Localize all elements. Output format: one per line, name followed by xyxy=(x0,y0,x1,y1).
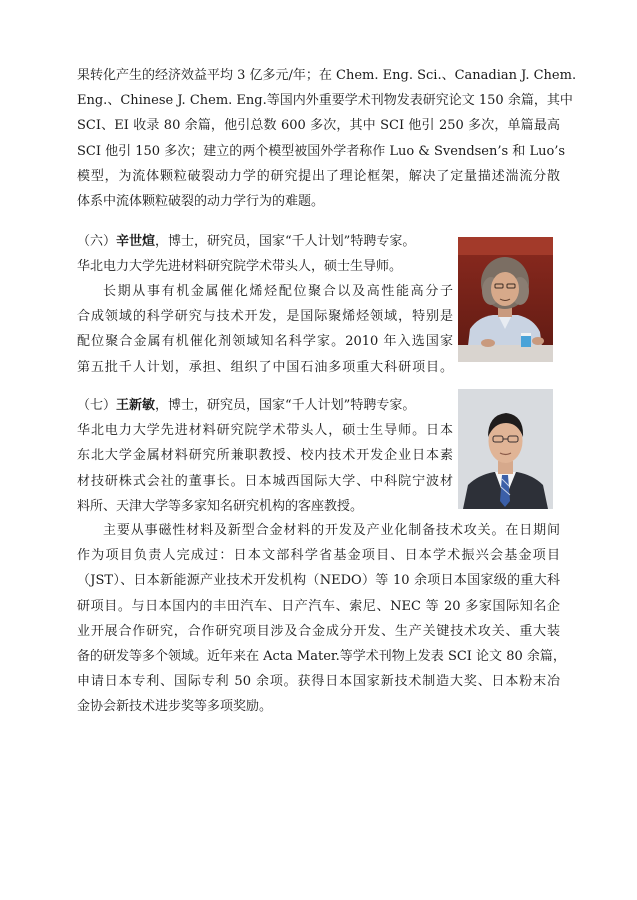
text-line: 备的研发等多个领域。近年来在 Acta Mater.等学术刊物上发表 SCI 论文 80 余篇， xyxy=(77,649,566,665)
text-line: （JST）、日本新能源产业技术开发机构（NEDO）等 10 余项日本国家级的重大科 xyxy=(77,573,560,589)
section-7-prefix: （七） xyxy=(77,398,117,413)
text-line: 模型，为流体颗粒破裂动力学的研究提出了理论框架，解决了定量描述湍流分散 xyxy=(77,168,560,184)
section-6-title-line xyxy=(77,229,453,254)
text-line: 申请日本专利、国际专利 50 余项。获得日本国家新技术制造大奖、日本粉末冶 xyxy=(77,674,560,690)
portrait-photo-xin-shixuan xyxy=(458,237,553,362)
text-line: 第五批千人计划，承担、组织了中国石油多项重大科研项目。 xyxy=(77,359,453,375)
text-line: 料所、天津大学等多家知名研究机构的客座教授。 xyxy=(77,498,364,514)
text-line: SCI 他引 150 多次；建立的两个模型被国外学者称作 Luo & Svendsen’s 和 Luo’s xyxy=(77,143,566,159)
section-6-title-rest: ，博士，研究员，国家“千人计划”特聘专家。 xyxy=(155,234,416,249)
section-7-name: 王新敏 xyxy=(116,398,156,413)
section-6-prefix: （六） xyxy=(77,234,117,249)
portrait-photo-wang-xinmin xyxy=(458,389,553,509)
text-line: 配位聚合金属有机催化剂领域知名科学家。2010 年入选国家 xyxy=(77,334,453,350)
section-6-name: 辛世煊 xyxy=(116,234,156,249)
section-7-header xyxy=(77,393,453,519)
text-line: 金协会新技术进步奖等多项奖励。 xyxy=(77,699,273,715)
text-line: 作为项目负责人完成过：日本文部科学省基金项目、日本学术振兴会基金项目 xyxy=(77,548,560,564)
section-7-body xyxy=(77,518,566,720)
text-line: Eng.、Chinese J. Chem. Eng.等国内外重要学术刊物发表研究论文 150 余篇，其中 xyxy=(77,93,573,109)
text-line: 研项目。与日本国内的丰田汽车、日产汽车、索尼、NEC 等 20 多家国际知名企 xyxy=(77,598,560,614)
text-line: 华北电力大学先进材料研究院学术带头人，硕士生导师。 xyxy=(77,259,403,275)
text-line: 华北电力大学先进材料研究院学术带头人，硕士生导师。日本 xyxy=(77,423,453,439)
intro-paragraph xyxy=(77,63,577,214)
section-6-header xyxy=(77,229,453,279)
section-6-body xyxy=(77,279,453,380)
text-line: 业开展合作研究，合作研究项目涉及合金成分开发、生产关键技术攻关、重大装 xyxy=(77,623,560,639)
text-line: 果转化产生的经济效益平均 3 亿多元/年；在 Chem. Eng. Sci.、Canadian J. Chem. xyxy=(77,68,577,83)
text-line: 东北大学金属材料研究所兼职教授、校内技术开发企业日本素 xyxy=(77,448,453,464)
text-line: 体系中流体颗粒破裂的动力学行为的难题。 xyxy=(77,194,325,210)
text-line: SCI、EI 收录 80 余篇，他引总数 600 多次，其中 SCI 他引 250 多次，单篇最高 xyxy=(77,118,560,134)
section-7-title-rest: ，博士，研究员，国家“千人计划”特聘专家。 xyxy=(155,398,416,413)
section-7-title-line xyxy=(77,393,453,418)
text-line: 合成领域的科学研究与技术开发，是国际聚烯烃领域，特别是 xyxy=(77,309,453,325)
text-line: 长期从事有机金属催化烯烃配位聚合以及高性能高分子 xyxy=(103,284,453,299)
text-line: 材技研株式会社的董事长。日本城西国际大学、中科院宁波材 xyxy=(77,473,453,489)
text-line: 主要从事磁性材料及新型合金材料的开发及产业化制备技术攻关。在日期间 xyxy=(103,523,560,538)
